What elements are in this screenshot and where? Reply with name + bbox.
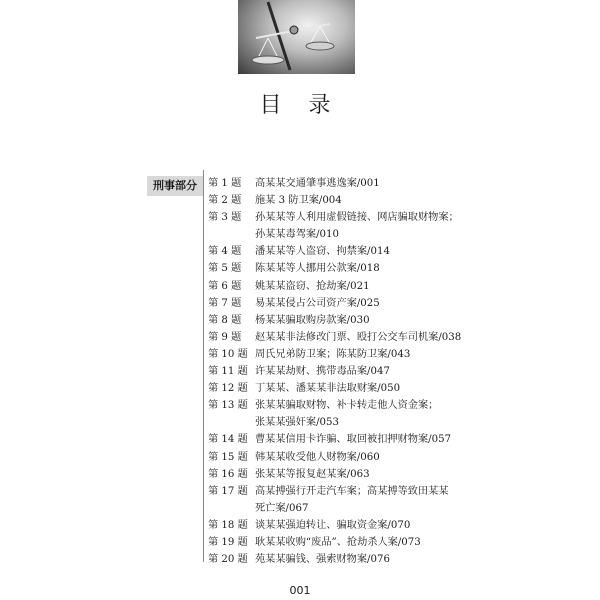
toc-item[interactable] [208, 466, 568, 483]
toc-item[interactable] [208, 175, 568, 192]
toc-item-number: 第 17 题 [208, 485, 248, 497]
toc-item[interactable] [208, 346, 568, 363]
toc-item-number: 第 19 题 [208, 536, 248, 548]
toc-item[interactable] [208, 517, 568, 534]
toc-item-number: 第 6 题 [208, 280, 242, 292]
toc-item[interactable] [208, 483, 568, 517]
toc-item-number: 第 18 题 [208, 519, 248, 531]
toc-item[interactable] [208, 278, 568, 295]
divider-line [203, 170, 204, 562]
toc-item-number: 第 9 题 [208, 331, 242, 343]
toc-item-title: 易某某侵占公司资产案/025 [255, 297, 380, 309]
toc-item-title: 许某某劫财、携带毒品案/047 [255, 366, 390, 378]
toc-item-title: 赵某某非法修改门票、殴打公交车司机案/038 [255, 331, 462, 343]
toc-item-number: 第 11 题 [208, 366, 248, 378]
header-photo-scales [238, 0, 355, 74]
toc-item[interactable] [208, 260, 568, 277]
toc-item-title: 丁某某、潘某某非法取财案/050 [255, 383, 401, 395]
toc-item-title: 张某某骗取财物、补卡转走他人资金案； [255, 400, 439, 412]
toc-item-number: 第 3 题 [208, 212, 242, 224]
toc-item-title: 苑某某骗钱、强索财物案/076 [255, 554, 390, 566]
toc-item[interactable] [208, 243, 568, 260]
toc-item[interactable] [208, 363, 568, 380]
toc-item[interactable] [208, 295, 568, 312]
toc-item-title-continued: 死亡案/067 [255, 502, 309, 514]
toc-item-title: 周氏兄弟防卫案；陈某防卫案/043 [255, 348, 411, 360]
toc-item-number: 第 2 题 [208, 195, 242, 207]
toc-item-title: 曹某某信用卡诈骗、取回被扣押财物案/057 [255, 434, 452, 446]
toc-item-title: 潘某某等人盗窃、拘禁案/014 [255, 246, 390, 258]
toc-item[interactable] [208, 397, 568, 431]
toc-item-number: 第 8 题 [208, 314, 242, 326]
toc-item-number: 第 14 题 [208, 434, 248, 446]
toc-item-title: 张某某等报复赵某案/063 [255, 468, 370, 480]
toc-item[interactable] [208, 312, 568, 329]
toc-item-number: 第 12 题 [208, 383, 248, 395]
toc-item[interactable] [208, 209, 568, 243]
toc-item-title: 韩某某收受他人财物案/060 [255, 451, 380, 463]
toc-item-number: 第 13 题 [208, 400, 248, 412]
toc-item-title-continued: 孙某某毒驾案/010 [255, 229, 340, 241]
toc-item-title: 高某搏强行开走汽车案；高某搏等致田某某 [255, 485, 449, 497]
toc-list [208, 175, 568, 568]
toc-item-number: 第 5 题 [208, 263, 242, 275]
toc-item[interactable] [208, 431, 568, 448]
toc-item[interactable] [208, 380, 568, 397]
toc-item-title: 高某某交通肇事逃逸案/001 [255, 178, 380, 189]
page-number: 001 [289, 584, 311, 597]
toc-item-title: 谈某某强迫转让、骗取资金案/070 [255, 519, 411, 531]
toc-item[interactable] [208, 551, 568, 568]
toc-item-title: 姚某某盗窃、抢劫案/021 [255, 280, 370, 292]
toc-item-number: 第 10 题 [208, 348, 248, 360]
toc-item-number: 第 1 题 [208, 178, 242, 189]
section-label-criminal: 刑事部分 [147, 176, 203, 196]
toc-item[interactable] [208, 449, 568, 466]
toc-item[interactable] [208, 534, 568, 551]
scales-of-justice-icon [238, 0, 355, 74]
toc-item-title: 施某 3 防卫案/004 [255, 195, 342, 207]
toc-item-title: 杨某某骗取购房款案/030 [255, 314, 370, 326]
toc-item[interactable] [208, 192, 568, 209]
toc-item-number: 第 4 题 [208, 246, 242, 258]
toc-item-number: 第 20 题 [208, 554, 248, 566]
toc-item-number: 第 7 题 [208, 297, 242, 309]
toc-item-number: 第 16 题 [208, 468, 248, 480]
page-title: 目 录 [259, 93, 341, 118]
toc-item-number: 第 15 题 [208, 451, 248, 463]
toc-item-title-continued: 张某某强奸案/053 [255, 417, 340, 429]
toc-item-title: 耿某某收购“废品”、抢劫杀人案/073 [255, 536, 421, 548]
toc-item[interactable] [208, 329, 568, 346]
toc-item-title: 孙某某等人利用虚假链接、网店骗取财物案； [255, 212, 459, 224]
toc-item-title: 陈某某等人挪用公款案/018 [255, 263, 380, 275]
